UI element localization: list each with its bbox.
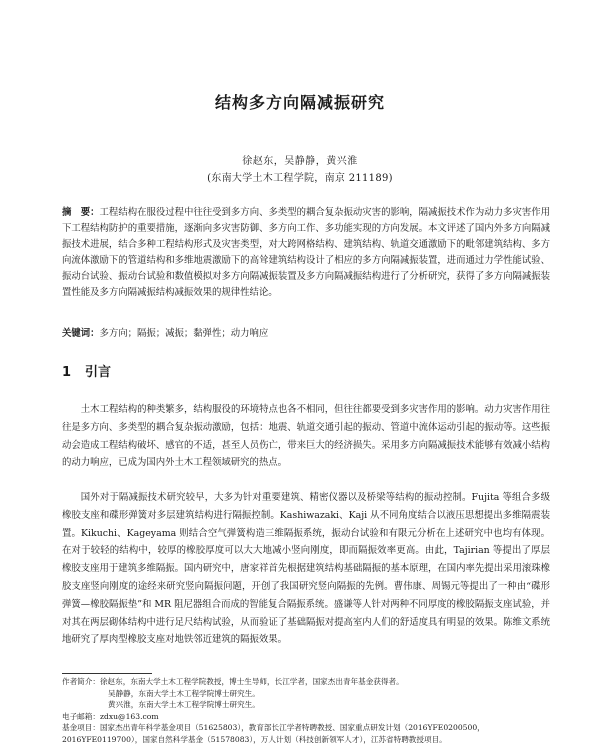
footnote-author-2: 吴静静，东南大学土木工程学院博士研究生。 — [108, 688, 260, 698]
keywords — [62, 326, 550, 342]
keywords-text: 多方向；隔振；减振；黏弹性；动力响应 — [99, 328, 269, 339]
footnote-email: 电子邮箱：zdxu@163.com — [62, 711, 159, 721]
footnote-funding: 基金项目：国家杰出青年科学基金项目（51625803），教育部长江学者特聘教授、国家重点研发计划（2016YFE0200500，2016YFE0119700），国家自然科学基金（51578083），万人计划（科技创新领军人才），江苏省特聘教授项目。 — [62, 723, 485, 744]
footnote-author-3: 黄兴淮，东南大学土木工程学院博士研究生。 — [108, 700, 260, 709]
abstract — [62, 205, 550, 301]
section-number: 1 — [62, 365, 72, 380]
author-list: 徐赵东，吴静静，黄兴淮 — [242, 156, 358, 167]
section-title: 引言 — [85, 365, 112, 380]
section-heading — [62, 361, 111, 380]
paper-title: 结构多方向隔减振研究 — [214, 93, 385, 112]
paragraph-text: 国外对于隔减振技术研究较早，大多为针对重要建筑、精密仪器以及桥梁等结构的振动控制。Fujita 等组合多级橡胶支座和碟形弹簧对多层建筑结构进行隔振控制。Kashiwazaki、Kaji 从不同角度结合以液压思想提出多维隔震装置。Kikuchi、Kageyama 则结合空气弹簧构造三维隔振系统，振动台试验和有限元分析在上述研究中也均有体现。在对于较轻的结构中，较厚的橡胶厚度可以大大地减小竖向刚度，即而隔振效率更高。由此，Tajirian 等提出了厚层橡胶支座用于建筑多维隔振。国内研究中，唐家祥首先根据建筑结构基础隔振的基本原理，在国内率先提出采用滚珠橡胶支座竖向刚度的途经来研究竖向隔振问题，开创了我国研究竖向隔振的先例。曹伟康、周锡元等提出了一种由“碟形弹簧—橡胶隔振垫”和 MR 阻尼器组合而成的智能复合隔振系统。盛谦等人针对两种不同厚度的橡胶隔振支座试验，并对其在两层砌体结构中进行足尺结构试验，从而验证了基础隔振对提高室内人们的舒适度具有明显的效果。陈维文系统地研究了厚肉型橡胶支座对地铁邻近建筑的隔振效果。 — [62, 492, 550, 646]
footnote-divider — [62, 673, 152, 674]
abstract-label: 摘 要： — [62, 207, 100, 218]
footnote-author-1: 作者简介：徐赵东，东南大学土木工程学院教授，博士生导师，长江学者，国家杰出青年基金获得者。 — [62, 677, 404, 686]
abstract-text: 工程结构在服役过程中往往受到多方向、多类型的耦合复杂振动灾害的影响，隔减振技术作为动力多灾害作用下工程结构防护的重要措施，逐渐向多灾害防御、多方向工作、多功能实现的方向发展。本文评述了国内外多方向隔减振技术进展，结合多种工程结构形式及灾害类型，对大跨网格结构、建筑结构、轨道交通激励下的毗邻建筑结构、多方向流体激励下的管道结构和多维地震激励下的高耸建筑结构设计了相应的多方向隔减振装置，进而通过力学性能试验、振动台试验、振动台试验和数值模拟对多方向隔减振装置及多方向隔减振结构进行了分析研究，获得了多方向隔减振装置性能及多方向隔减振结构减振效果的规律性结论。 — [62, 207, 550, 298]
paragraph-text: 土木工程结构的种类繁多，结构服役的环境特点也各不相同，但往往都要受到多灾害作用的影响。动力灾害作用往往是多方向、多类型的耦合复杂振动激励，包括：地震、轨道交通引起的振动、管道中流体运动引起的振动等。这些振动会造成工程结构破坏、感官的不适，甚至人员伤亡，带来巨大的经济损失。采用多方向隔减振技术能够有效减小结构的动力响应，已成为国内外土木工程领域研究的热点。 — [62, 404, 550, 469]
keywords-label: 关键词： — [62, 328, 100, 339]
footnotes — [62, 676, 562, 745]
body-paragraph-1 — [62, 401, 550, 472]
affiliation: (东南大学土木工程学院，南京 211189) — [207, 173, 393, 184]
body-paragraph-2 — [62, 489, 550, 649]
